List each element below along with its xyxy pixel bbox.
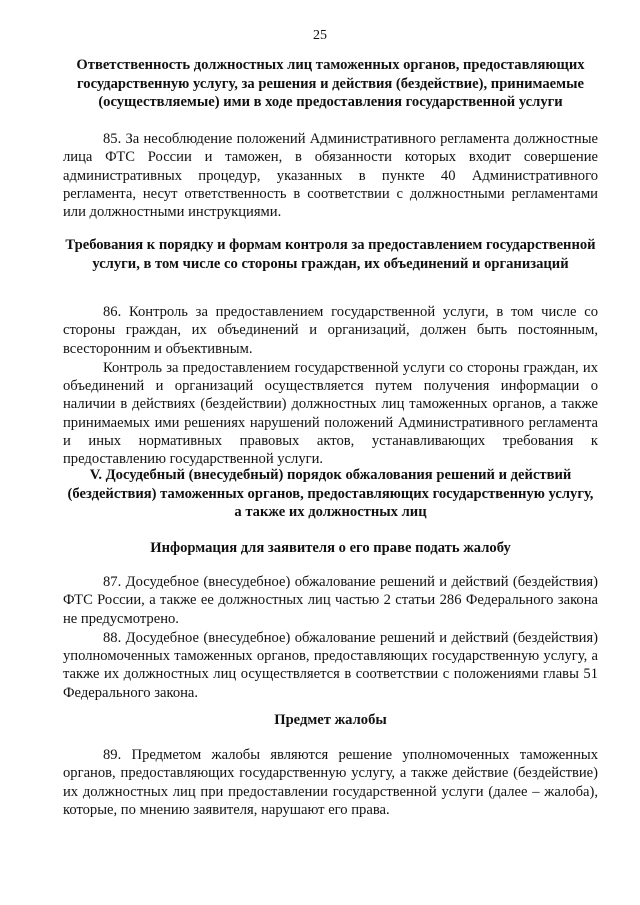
section-heading-complaint-right: Информация для заявителя о его праве подать жалобу (150, 540, 511, 556)
paragraph-group-85 (63, 130, 598, 221)
page-number: 25 (313, 28, 327, 43)
chapter-heading-appeal: V. Досудебный (внесудебный) порядок обжалования решений и действий (бездействия) таможенных органов, предоставляющих государственную услугу, а также их должностных лиц (67, 467, 594, 520)
paragraph-group-89 (63, 746, 598, 819)
paragraph-group-87-88 (63, 573, 598, 702)
paragraph-86: 86. Контроль за предоставлением государственной услуги, в том числе со стороны граждан, их объединений и организаций, должен быть постоянным, всесторонним и объективным. (63, 304, 598, 357)
paragraph-85: 85. За несоблюдение положений Административного регламента должностные лица ФТС России и таможен, в обязанности которых входит совершение административных процедур, указанных в пункте 40 Административного регламента, несут ответственность в соответствии с должностными регламентами или должностными инструкциями. (63, 131, 598, 221)
section-heading-responsibility: Ответственность должностных лиц таможенных органов, предоставляющих государственную услугу, за решения и действия (бездействие), принимаемые (осуществляемые) ими в ходе предоставления государственной услуги (76, 57, 585, 110)
paragraph-group-86 (63, 303, 598, 469)
paragraph-89: 89. Предметом жалобы являются решение уполномоченных таможенных органов, предоставляющих государственную услугу, а также действие (бездействие) их должностных лиц при предоставлении государственной услуги (далее – жалоба), которые, по мнению заявителя, нарушают его права. (63, 747, 598, 818)
paragraph-86-continued: Контроль за предоставлением государственной услуги со стороны граждан, их объединений и организаций осуществляется путем получения информации о наличии в действиях (бездействии) должностных лиц таможенных органов, а также принимаемых ими решениях нарушений положений Административного регламента и иных нормативных правовых актов, устанавливающих требования к предоставлению государственной услуги. (63, 359, 598, 468)
section-heading-control: Требования к порядку и формам контроля за предоставлением государственной услуги, в том числе со стороны граждан, их объединений и организаций (65, 237, 596, 272)
paragraph-88: 88. Досудебное (внесудебное) обжалование решений и действий (бездействия) уполномоченных таможенных органов, предоставляющих государственную услугу, а также их должностных лиц осуществляется в соответствии с положениями главы 51 Федерального закона. (63, 629, 598, 701)
section-heading-complaint-subject: Предмет жалобы (274, 712, 387, 728)
paragraph-87: 87. Досудебное (внесудебное) обжалование решений и действий (бездействия) ФТС России, а также ее должностных лиц частью 2 статьи 286 Федерального закона не предусмотрено. (63, 574, 598, 627)
